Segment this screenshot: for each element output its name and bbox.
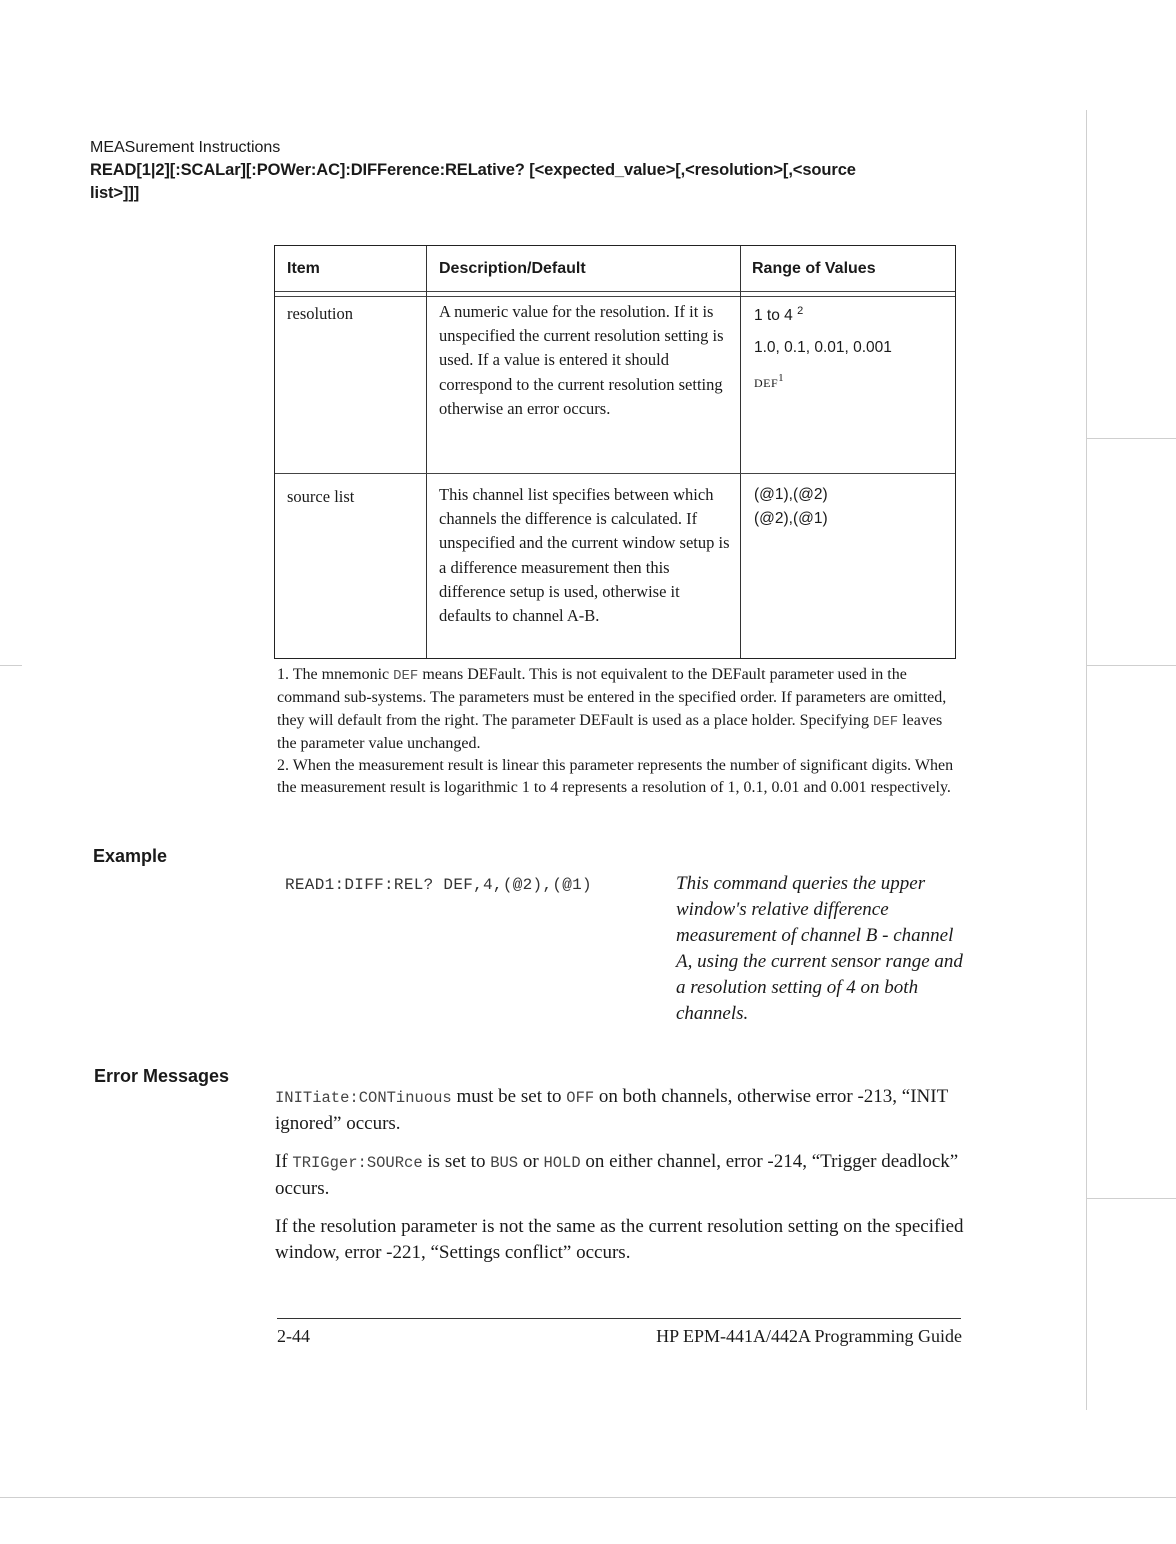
scan-margin-line xyxy=(1086,1198,1176,1199)
page-number: 2-44 xyxy=(277,1326,310,1346)
scan-margin-line xyxy=(1086,110,1087,1410)
range-value: DEF$^1$ xyxy=(754,372,784,391)
table-header-description: Description/Default xyxy=(439,260,586,277)
scan-margin-line xyxy=(1086,665,1176,666)
example-description: This command queries the upper window's relative difference measurement of channel B - channel A, using the current sensor range and a resolution setting of 4 on both channels. xyxy=(676,873,963,1024)
scan-margin-line xyxy=(0,1497,1176,1498)
table-cell-item: resolution xyxy=(287,304,353,323)
table-column-divider xyxy=(426,246,427,658)
table-header-item: Item xyxy=(287,260,320,277)
page-header xyxy=(90,138,970,204)
error-paragraph: INITiate:CONTinuous must be set to OFF on both channels, otherwise error -213, “INIT ignored” occurs. xyxy=(275,1086,948,1134)
range-value: 1.0, 0.1, 0.01, 0.001 xyxy=(754,339,892,357)
footer-rule xyxy=(277,1318,961,1319)
table-cell-description: A numeric value for the resolution. If it is unspecified the current resolution setting is used. If a value is entered it should correspond to the current resolution setting otherwise an error occurs. xyxy=(439,302,724,418)
table-row-divider xyxy=(275,473,955,474)
table-cell-description: This channel list specifies between which channels the difference is calculated. If unspecified and the current window setup is a difference measurement then this difference setup is used, otherwise it defaults to channel A-B. xyxy=(439,485,730,626)
command-syntax-line-1: READ[1|2][:SCALar][:POWer:AC]:DIFFerence:RELative? [<expected_value>[,<resolution>[,<source xyxy=(90,161,856,179)
example-code: READ1:DIFF:REL? DEF,4,(@2),(@1) xyxy=(285,876,592,894)
error-messages-heading: Error Messages xyxy=(94,1066,230,1086)
range-value: (@2),(@1) xyxy=(754,510,828,527)
guide-title: HP EPM-441A/442A Programming Guide xyxy=(656,1326,962,1346)
footnote-1: 1. The mnemonic DEF means DEFault. This is not equivalent to the DEFault parameter used in the command sub-systems. The parameters must be entered in the specified order. If parameters are omitted, they will default from the right. The parameter DEFault is used as a place holder. Specifying DEF leaves the parameter value unchanged. xyxy=(277,666,947,752)
footnote-2: 2. When the measurement result is linear this parameter represents the number of significant digits. When the measurement result is logarithmic 1 to 4 represents a resolution of 1, 0.1, 0.01 and 0.001 respectively. xyxy=(277,757,954,797)
table-footnotes xyxy=(277,664,957,800)
error-messages xyxy=(275,1084,965,1278)
error-paragraph: If the resolution parameter is not the same as the current resolution setting on the specified window, error -221, “Settings conflict” occurs. xyxy=(275,1216,964,1263)
table-cell-range xyxy=(754,483,944,531)
error-paragraph: If TRIGger:SOURce is set to BUS or HOLD on either channel, error -214, “Trigger deadlock” occurs. xyxy=(275,1151,959,1199)
table-cell-item: source list xyxy=(287,487,355,506)
table-cell-range xyxy=(754,299,944,395)
example-heading: Example xyxy=(93,846,168,866)
table-header-range: Range of Values xyxy=(752,260,876,277)
range-value: (@1),(@2) xyxy=(754,486,828,503)
command-syntax-line-2: list>]]] xyxy=(90,184,140,202)
range-value: 1 to 4 $^2$ xyxy=(754,305,804,325)
table-header-divider xyxy=(275,291,955,297)
table-column-divider xyxy=(740,246,741,658)
scan-margin-line xyxy=(0,665,22,666)
scan-margin-line xyxy=(1086,438,1176,439)
section-title: MEASurement Instructions xyxy=(90,139,281,156)
parameter-table xyxy=(274,245,956,659)
